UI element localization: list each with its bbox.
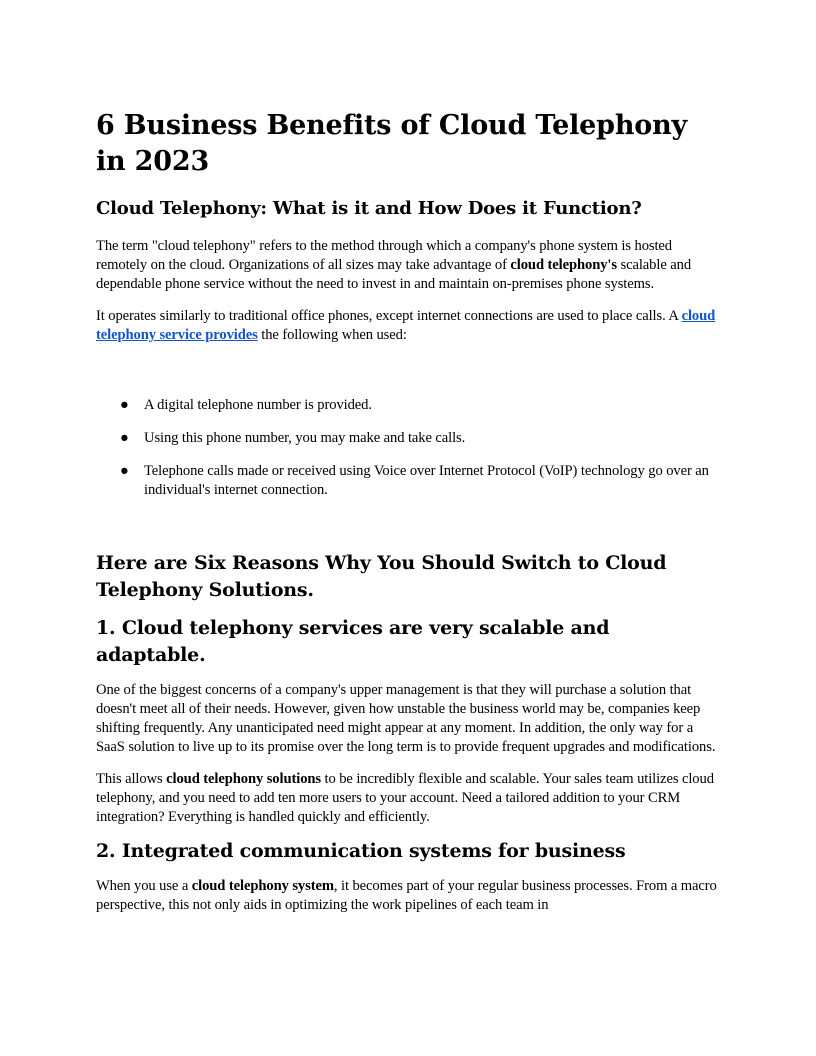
document-title: 6 Business Benefits of Cloud Telephony in 2023: [96, 110, 687, 177]
document-page: [96, 96, 720, 915]
list-item: [96, 429, 720, 448]
bold-text: cloud telephony system: [191, 878, 334, 894]
text-span: , it becomes part of your regular business processes. From a macro perspective, this not only aids in optimizing the work pipelines of each team in: [96, 878, 717, 913]
bullet-icon: ●: [120, 397, 129, 413]
section-heading-what-is-cloud-telephony: Cloud Telephony: What is it and How Does it Function?: [96, 198, 642, 219]
section-heading-six-reasons: Here are Six Reasons Why You Should Switch to Cloud Telephony Solutions.: [96, 552, 667, 601]
list-item-text: A digital telephone number is provided.: [144, 397, 372, 413]
bullet-icon: ●: [120, 430, 129, 446]
paragraph-how-it-operates: [96, 307, 720, 345]
text-span: the following when used:: [257, 327, 407, 343]
paragraph-definition: [96, 237, 720, 294]
cloud-telephony-service-link[interactable]: cloud telephony service provides: [96, 308, 716, 343]
text-span: This allows: [96, 771, 167, 787]
bold-text: cloud telephony solutions: [166, 771, 321, 787]
reason-2-heading: 2. Integrated communication systems for business: [96, 840, 626, 862]
text-span: It operates similarly to traditional office phones, except internet connections are used to place calls. A: [96, 308, 682, 324]
reason-1-heading: 1. Cloud telephony services are very scalable and adaptable.: [96, 617, 610, 666]
list-item-text: Telephone calls made or received using Voice over Internet Protocol (VoIP) technology go over an individual's internet connection.: [144, 463, 709, 498]
bold-text: cloud telephony's: [510, 257, 617, 273]
list-item: [96, 396, 720, 415]
bullet-icon: ●: [120, 463, 129, 479]
list-item-text: Using this phone number, you may make and take calls.: [144, 430, 466, 446]
list-item: [96, 462, 720, 500]
text-span: to be incredibly flexible and scalable. Your sales team utilizes cloud telephony, and you need to add ten more users to your account. Need a tailored addition to your CRM integration? Everything is handled quickly and efficiently.: [96, 771, 714, 825]
feature-bullet-list: [96, 396, 720, 500]
paragraph-reason-2-integration: [96, 877, 720, 915]
text-span: When you use a: [96, 878, 192, 894]
text-span: scalable and dependable phone service without the need to invest in and maintain on-premises phone systems.: [96, 257, 692, 292]
text-span: The term "cloud telephony" refers to the method through which a company's phone system is hosted remotely on the cloud. Organizations of all sizes may take advantage of: [96, 238, 672, 273]
paragraph-reason-1-concerns: One of the biggest concerns of a company's upper management is that they will purchase a solution that doesn't meet all of their needs. However, given how unstable the business world may be, companies keep shifting frequently. Any unanticipated need might appear at any moment. In addition, the only way for a SaaS solution to live up to its promise over the long term is to provide frequent upgrades and modifications.: [96, 682, 716, 755]
paragraph-reason-1-flexibility: [96, 770, 720, 827]
